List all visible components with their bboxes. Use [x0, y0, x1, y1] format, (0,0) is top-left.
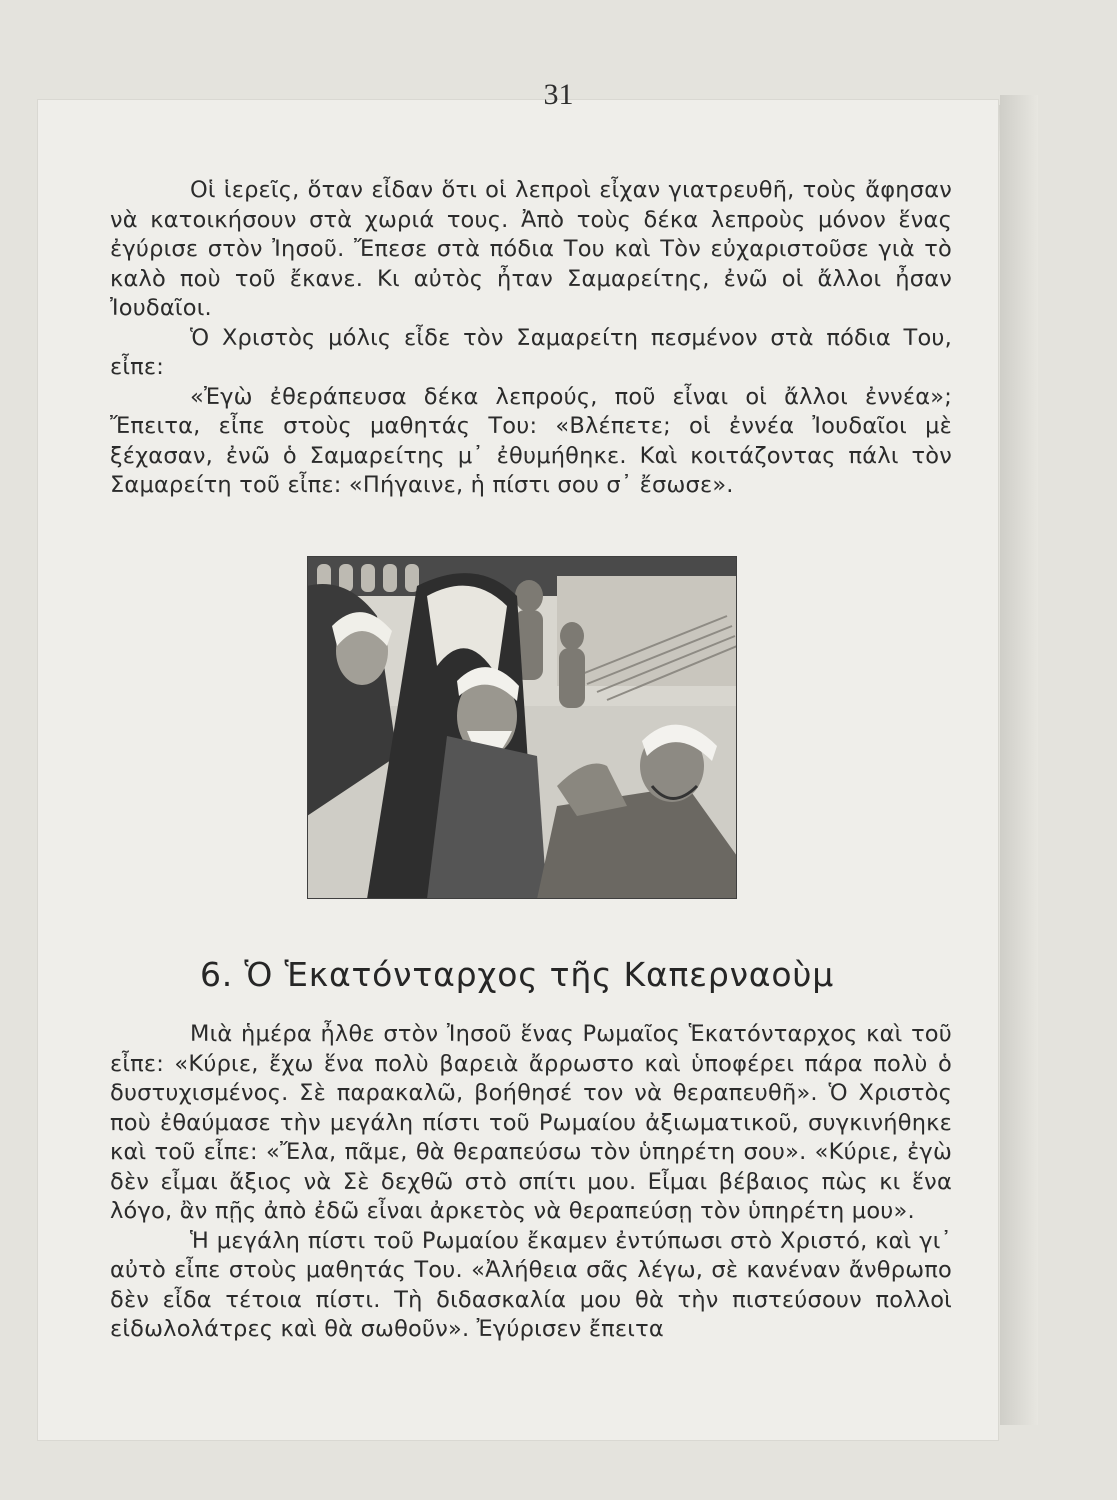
passage-centurion: [110, 1020, 952, 1345]
paragraph-priests: Οἱ ἱερεῖς, ὅταν εἶδαν ὅτι οἱ λεπροὶ εἶχαν γιατρευθῆ, τοὺς ἄφησαν νὰ κατοικήσουν στὰ χωριά τους. Ἀπὸ τοὺς δέκα λεπροὺς μόνον ἕνας ἐγύρισε στὸν Ἰησοῦ. Ἔπεσε στὰ πόδια Του καὶ Τὸν εὐχαριστοῦσε γιὰ τὸ καλὸ ποὺ τοῦ ἔκανε. Κι αὐτὸς ἦταν Σαμαρείτης, ἐνῶ οἱ ἄλλοι ἦσαν Ἰουδαῖοι.: [110, 177, 952, 321]
section-heading: 6. Ὁ Ἑκατόνταρχος τῆς Καπερναοὺμ: [200, 955, 835, 994]
paragraph-healed-ten: «Ἐγὼ ἐθεράπευσα δέκα λεπρούς, ποῦ εἶναι οἱ ἄλλοι ἐννέα»; Ἔπειτα, εἶπε στοὺς μαθητάς Του: «Βλέπετε; οἱ ἐννέα Ἰουδαῖοι μὲ ξέχασαν, ἐνῶ ὁ Σαμαρείτης μ᾽ ἐθυμήθηκε. Καὶ κοιτάζοντας πάλι τὸν Σαμαρείτη τοῦ εἶπε: «Πήγαινε, ἡ πίστι σου σ᾽ ἔσωσε».: [110, 383, 952, 498]
paragraph-centurion-request: Μιὰ ἡμέρα ἦλθε στὸν Ἰησοῦ ἕνας Ρωμαῖος Ἑκατόνταρχος καὶ τοῦ εἶπε: «Κύριε, ἔχω ἕνα πολὺ βαρειὰ ἄρρωστο καὶ ὑποφέρει πάρα πολὺ ὁ δυστυχισμένος. Σὲ παρακαλῶ, βοήθησέ τον νὰ θεραπευθῆ». Ὁ Χριστὸς ποὺ ἐθαύμασε τὴν μεγάλη πίστι τοῦ Ρωμαίου ἀξιωματικοῦ, συγκινήθηκε καὶ τοῦ εἶπε: «Ἔλα, πᾶμε, θὰ θεραπεύσω τὸν ὑπηρέτη σου». «Κύριε, ἐγὼ δὲν εἶμαι ἄξιος νὰ Σὲ δεχθῶ στὸ σπίτι μου. Εἶμαι βέβαιος πὼς κι ἕνα λόγο, ἂν πῇς ἀπὸ ἐδῶ εἶναι ἀρκετὸς νὰ θεραπεύσῃ τὸν ὑπηρέτη μου».: [110, 1021, 952, 1224]
page-number: 31: [543, 78, 574, 111]
passage-samaritan: [110, 176, 952, 501]
scan-right-shadow: [1000, 95, 1038, 1425]
paragraph-great-faith: Ἡ μεγάλη πίστι τοῦ Ρωμαίου ἔκαμεν ἐντύπωσι στὸ Χριστό, καὶ γι᾽ αὐτὸ εἶπε στοὺς μαθητάς Του. «Ἀλήθεια σᾶς λέγω, σὲ κανέναν ἄνθρωπο δὲν εἶδα τέτοια πίστι. Τὴ διδασκαλία μου θὰ τὴν πιστεύσουν πολλοὶ εἰδωλολάτρες καὶ θὰ σωθοῦν». Ἐγύρισεν ἔπειτα: [110, 1227, 952, 1342]
illustration-samaritan-leper: [307, 556, 737, 899]
paragraph-christ-saw: Ὁ Χριστὸς μόλις εἶδε τὸν Σαμαρείτη πεσμένον στὰ πόδια Του, εἶπε:: [110, 324, 952, 380]
